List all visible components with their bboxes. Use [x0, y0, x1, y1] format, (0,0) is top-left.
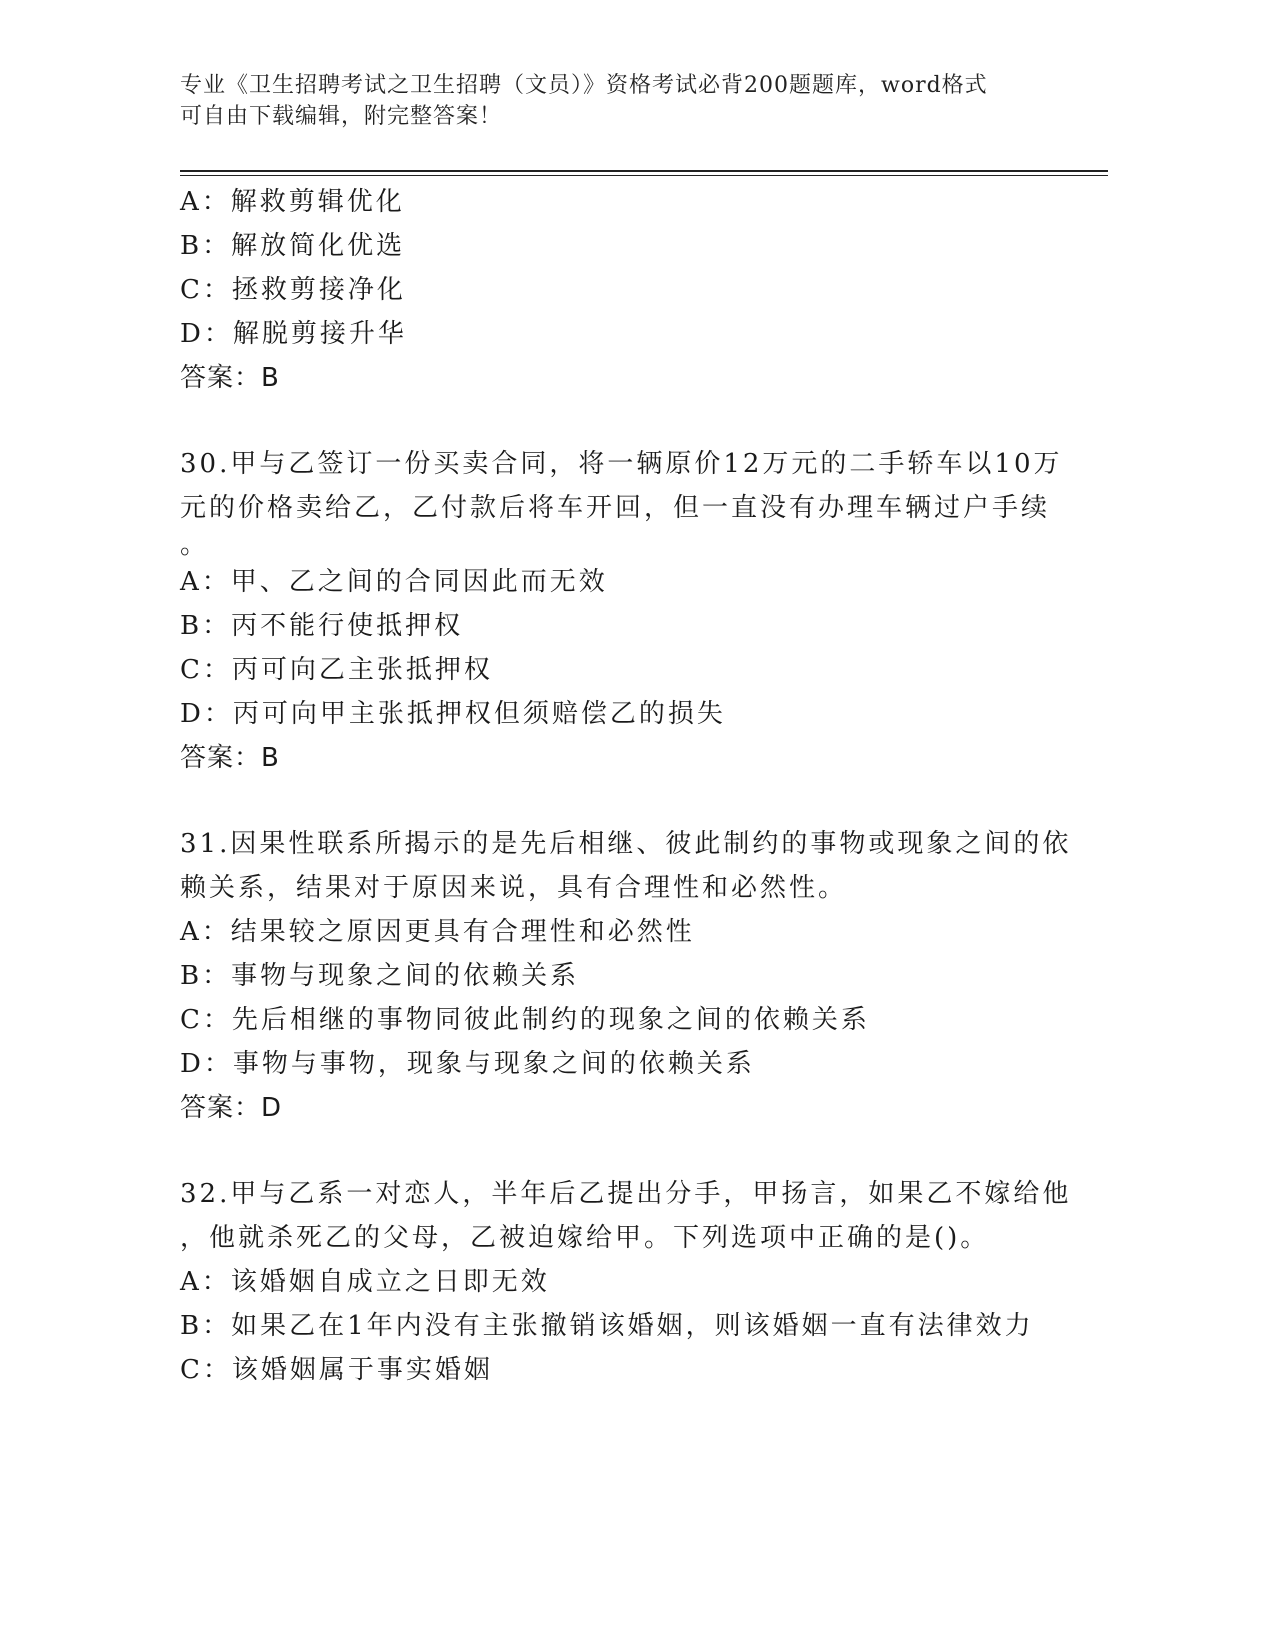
question-stem-line-1: 30.甲与乙签订一份买卖合同，将一辆原价12万元的二手轿车以10万	[180, 449, 1063, 479]
option-c: C：该婚姻属于事实婚姻	[180, 1355, 493, 1385]
option-d: D：丙可向甲主张抵押权但须赔偿乙的损失	[180, 699, 726, 729]
spacer	[180, 400, 1040, 442]
question-stem-line-1: 32.甲与乙系一对恋人，半年后乙提出分手，甲扬言，如果乙不嫁给他	[180, 1179, 1072, 1209]
option-a: A：甲、乙之间的合同因此而无效	[180, 567, 608, 597]
option-a: A：该婚姻自成立之日即无效	[180, 1267, 550, 1297]
option-b: B：丙不能行使抵押权	[180, 611, 464, 641]
option-b: B：事物与现象之间的依赖关系	[180, 961, 580, 991]
option-b: B：如果乙在1年内没有主张撤销该婚姻，则该婚姻一直有法律效力	[180, 1311, 1034, 1341]
document-header	[180, 70, 1040, 132]
option-c: C：丙可向乙主张抵押权	[180, 655, 493, 685]
spacer	[180, 780, 1040, 822]
answer: 答案：B	[180, 743, 280, 773]
option-d: D：解脱剪接升华	[180, 319, 407, 349]
option-a: A：结果较之原因更具有合理性和必然性	[180, 917, 695, 947]
spacer	[180, 1130, 1040, 1172]
question-stem-line-2: 赖关系，结果对于原因来说，具有合理性和必然性。	[180, 873, 848, 903]
question-stem-line-2: ，他就杀死乙的父母，乙被迫嫁给甲。下列选项中正确的是()。	[180, 1223, 990, 1253]
question-list	[180, 180, 1072, 1392]
header-rule-thin	[180, 175, 1108, 176]
question-stem-line-3: 。	[180, 530, 210, 560]
header-line-1: 专业《卫生招聘考试之卫生招聘（文员）》资格考试必背200题题库，word格式	[180, 73, 988, 98]
answer: 答案：B	[180, 363, 280, 393]
option-a: A：解救剪辑优化	[180, 187, 405, 217]
option-d: D：事物与事物，现象与现象之间的依赖关系	[180, 1049, 755, 1079]
question-30	[180, 442, 1063, 780]
header-line-2: 可自由下载编辑，附完整答案！	[180, 104, 503, 129]
option-b: B：解放简化优选	[180, 231, 406, 261]
question-stem-line-2: 元的价格卖给乙，乙付款后将车开回，但一直没有办理车辆过户手续	[180, 493, 1051, 523]
answer: 答案：D	[180, 1093, 283, 1123]
question-stem-line-1: 31.因果性联系所揭示的是先后相继、彼此制约的事物或现象之间的依	[180, 829, 1072, 859]
option-c: C：先后相继的事物同彼此制约的现象之间的依赖关系	[180, 1005, 870, 1035]
question-31	[180, 822, 1072, 1130]
question-29	[180, 180, 1040, 400]
option-c: C：拯救剪接净化	[180, 275, 406, 305]
question-32	[180, 1172, 1072, 1392]
header-rule-thick	[180, 170, 1108, 172]
